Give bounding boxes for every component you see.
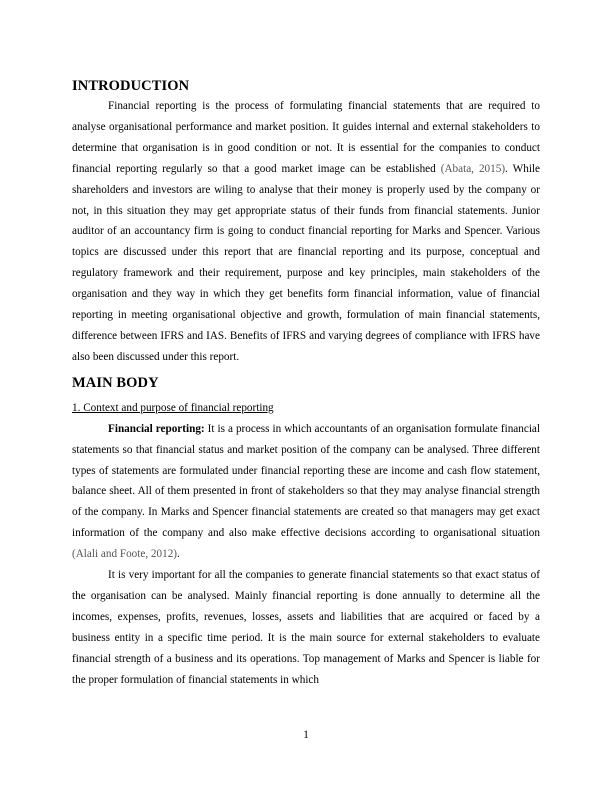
fr-text-end: . bbox=[177, 548, 180, 561]
citation-alali-foote: (Alali and Foote, 2012) bbox=[72, 548, 178, 561]
term-financial-reporting: Financial reporting: bbox=[108, 422, 205, 435]
page-number: 1 bbox=[303, 729, 309, 741]
intro-text-start: Financial reporting is the process of formulating financial statements that are required to analyse organisational performance and market position. It guides internal and external stakeholders to determine that organisation is in good condition or not. It is essential for the companies to conduct financial reporting regularly so that a good market image can be established bbox=[72, 100, 540, 175]
fr-text-start: It is a process in which accountants of an organisation formulate financial statements so that financial status and market position of the company can be analysed. Three different types of statements are formulated under financial reporting these are income and cash flow statement, balance sheet. All of them presented in front of stakeholders so that they may analyse financial strength of the company. In Marks and Spencer financial statements are created so that managers may get exact information of the company and also make effective decisions according to organisational situation bbox=[72, 422, 541, 540]
document-page bbox=[72, 76, 540, 690]
introduction-paragraph bbox=[72, 96, 540, 368]
citation-abata: (Abata, 2015) bbox=[440, 162, 506, 175]
intro-text-end: . While shareholders and investors are wiling to analyse that their money is properly used by the company or not, in this situation they may get appropriate status of their funds from financial statements. Junior auditor of an accountancy firm is going to conduct financial reporting for Marks and Spencer. Various topics are discussed under this report that are financial reporting and its purpose, conceptual and regulatory framework and their requirement, purpose and key principles, main stakeholders of the organisation and they way in which they get benefits form financial information, value of financial reporting in meeting organisational objective and growth, formulation of main financial statements, difference between IFRS and IAS. Benefits of IFRS and varying degrees of compliance with IFRS have also been discussed under this report. bbox=[72, 162, 541, 363]
financial-reporting-paragraph bbox=[72, 419, 540, 565]
section-subheading: 1. Context and purpose of financial reporting bbox=[72, 401, 274, 414]
main-body-heading: MAIN BODY bbox=[72, 374, 159, 391]
importance-paragraph: It is very important for all the companies to generate financial statements so that exact status of the organisation can be analysed. Mainly financial reporting is done annually to determine all the incomes, expenses, profits, revenues, losses, assets and liabilities that are acquired or faced by a business entity in a specific time period. It is the main source for external stakeholders to evaluate financial strength of a business and its operations. Top management of Marks and Spencer is liable for the proper formulation of financial statements in which bbox=[72, 569, 540, 686]
introduction-heading: INTRODUCTION bbox=[72, 78, 190, 94]
